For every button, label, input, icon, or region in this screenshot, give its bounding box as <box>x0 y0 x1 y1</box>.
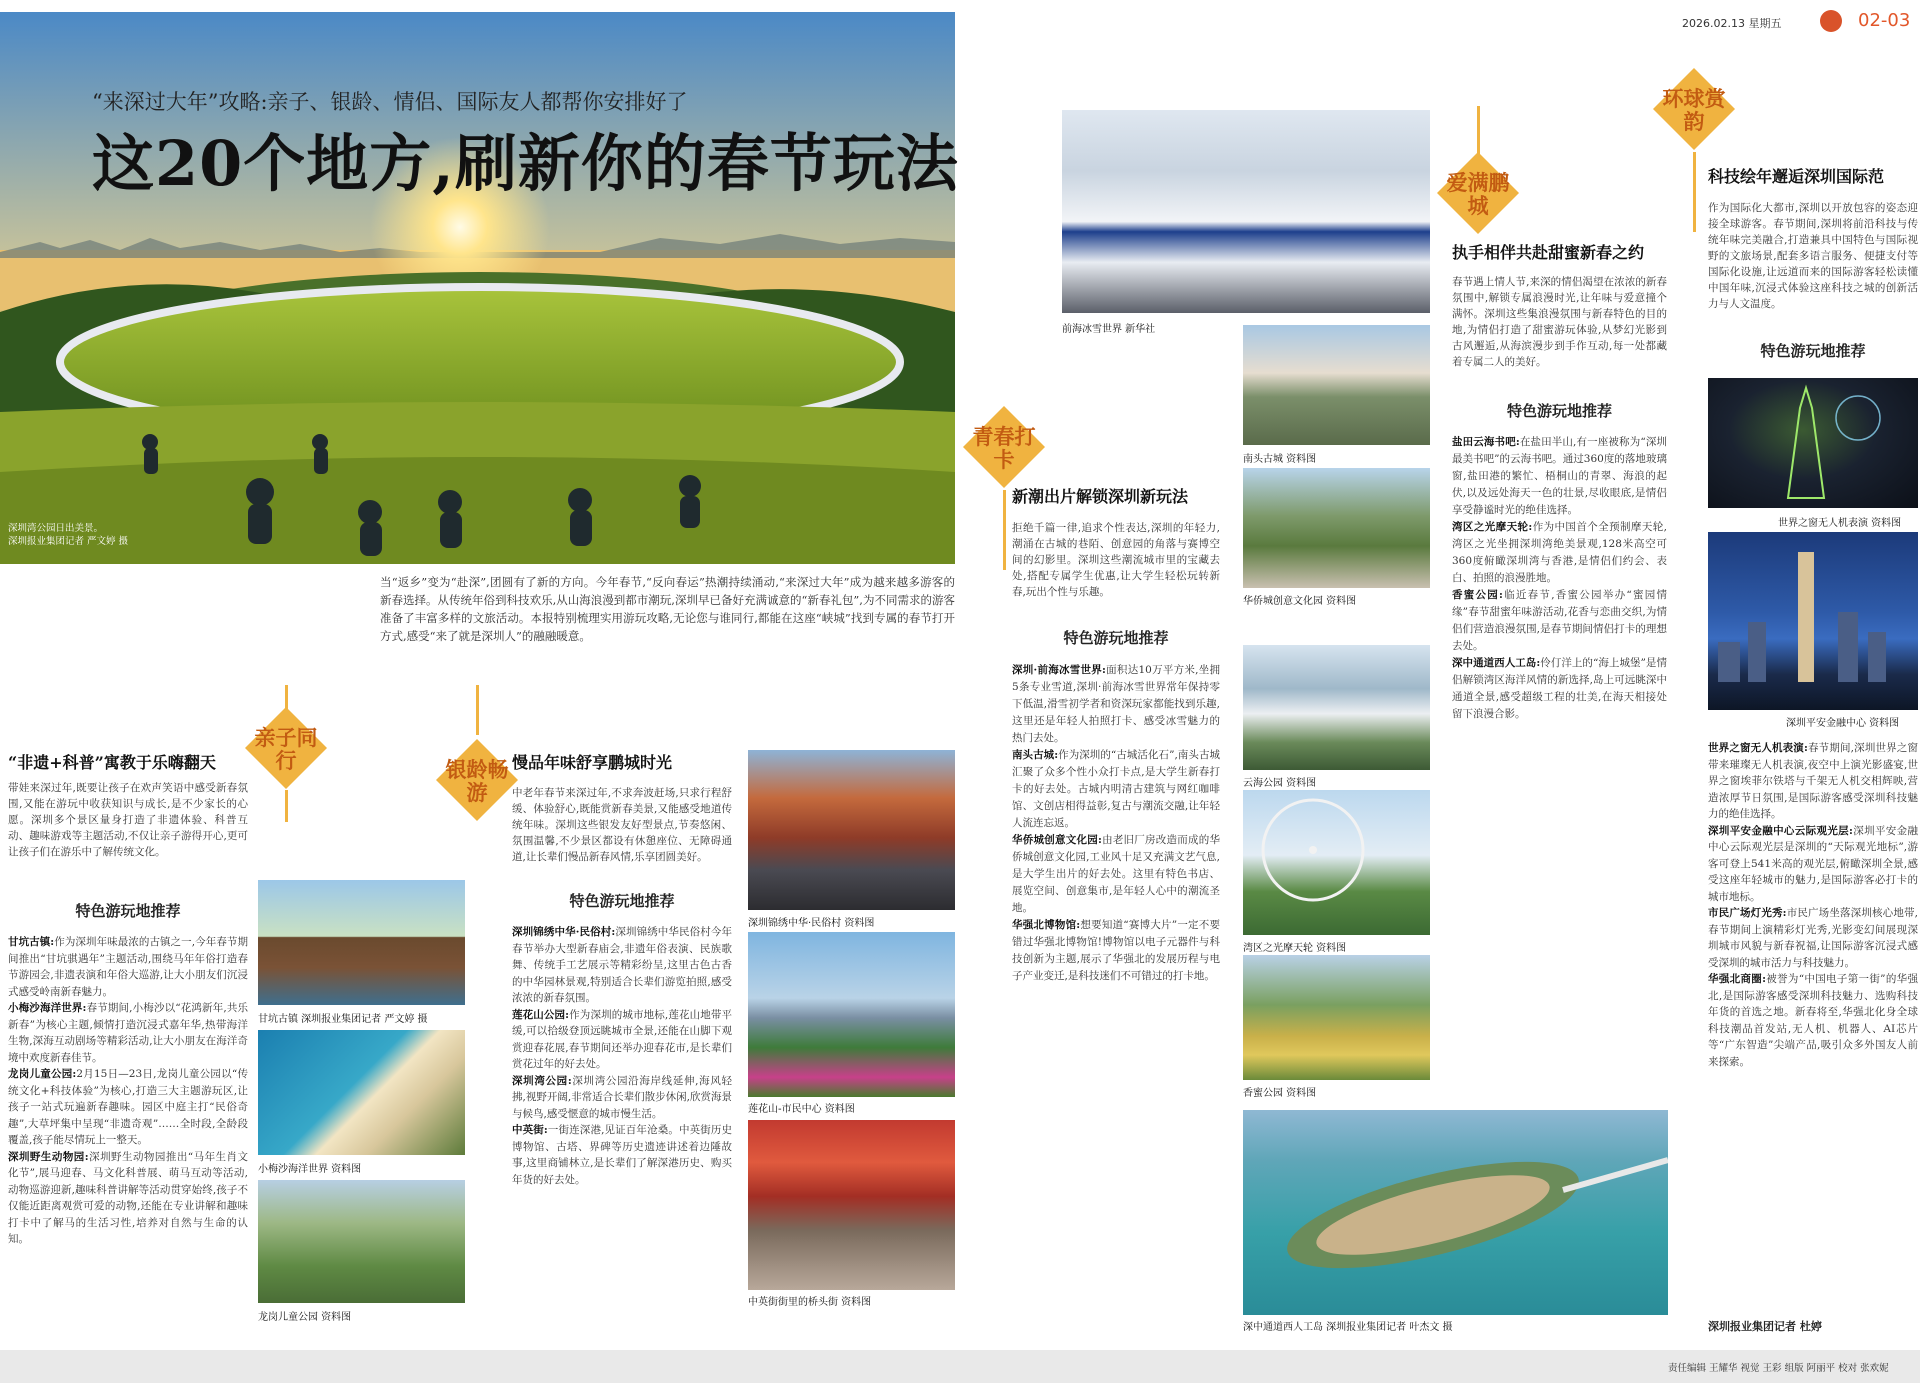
youth-intro: 拒绝千篇一律,追求个性表达,深圳的年轻力,潮涌在古城的巷陌、创意园的角落与赛博空间的幻影里。深圳这些潮流城市里的宝藏去处,搭配专属学生优惠,让大学生轻松玩转新春,玩出个性与乐趣。 <box>1012 522 1220 598</box>
couples-photo-yunhai <box>1243 645 1430 770</box>
couples-photo-island <box>1243 1110 1668 1315</box>
hero-kicker: “来深过大年”攻略:亲子、银龄、情侣、国际友人都帮你安排好了 <box>92 90 688 114</box>
senior-photo-jinxiu <box>748 750 955 910</box>
senior-caption-2: 莲花山-市民中心 资料图 <box>748 1104 855 1115</box>
couples-caption-3: 香蜜公园 资料图 <box>1243 1088 1317 1099</box>
couples-caption-1: 云海公园 资料图 <box>1243 778 1317 789</box>
youth-items <box>1012 662 1220 985</box>
senior-photo-lianhuashan <box>748 932 955 1097</box>
international-item: 华强北商圈:被誉为“中国电子第一街”的华强北,是国际游客感受深圳科技魅力、选购科技年货的首选之地。新春将至,华强北化身全球科技潮品首发站,无人机、机器人、AI芯片等“广东智造”尖端产品,吸引众多外国友人前来探索。 <box>1708 973 1918 1068</box>
couples-item: 盐田云海书吧:在盐田半山,有一座被称为“深圳最美书吧”的云海书吧。通过360度的落地玻璃窗,盐田港的繁忙、梧桐山的青翠、海浪的起伏,以及远处海天一色的壮景,尽收眼底,是情侣享受静谧时光的绝佳选择。 <box>1452 436 1667 516</box>
youth-item: 华强北博物馆:想要知道“赛博大片”一定不要错过华强北博物馆!博物馆以电子元器件与科技创新为主题,展示了华强北的发展历程与电子产业变迁,是科技迷们不可错过的打卡地。 <box>1012 919 1220 982</box>
family-photo-gankeng <box>258 880 465 1005</box>
couples-photo-xiangmi <box>1243 955 1430 1080</box>
couples-tag-line-top <box>1477 106 1480 154</box>
international-item: 世界之窗无人机表演:春节期间,深圳世界之窗带来璀璨无人机表演,夜空中上演光影盛宴,世界之窗埃菲尔铁塔与千架无人机交相辉映,营造浓厚节日氛围,是国际游客感受深圳科技魅力的绝佳选择。 <box>1708 742 1918 820</box>
family-intro: 带娃来深过年,既要让孩子在欢声笑语中感受新春氛围,又能在游玩中收获知识与成长,是不少家长的心愿。深圳多个景区量身打造了非遗体验、科普互动、趣味游戏等主题活动,不仅让亲子游得开心,更可让孩子们在游乐中了解传统文化。 <box>8 782 248 858</box>
couples-item: 湾区之光摩天轮:作为中国首个全预制摩天轮,湾区之光坐拥深圳湾绝美景观,128米高空可360度俯瞰深圳湾与香港,是情侣们约会、表白、拍照的浪漫胜地。 <box>1452 521 1667 584</box>
senior-tag: 银龄畅游 <box>445 757 509 805</box>
international-tag: 环球赏韵 <box>1662 86 1726 134</box>
family-tag: 亲子同行 <box>254 725 318 773</box>
international-photo-pingan <box>1708 532 1918 710</box>
international-caption-2: 深圳平安金融中心 资料图 <box>1786 718 1900 729</box>
youth-caption-1: 前海冰雪世界 新华社 <box>1062 324 1156 335</box>
youth-photo-ice-world <box>1062 110 1430 313</box>
senior-items <box>512 924 732 1188</box>
family-photo-longgang <box>258 1180 465 1303</box>
youth-item: 深圳·前海冰雪世界:面积达10万平方米,坐拥5条专业雪道,深圳·前海冰雪世界常年保持零下低温,滑雪初学者和资深玩家都能找到乐趣,这里还是年轻人拍照打卡、感受冰雪魅力的热门去处。 <box>1012 664 1221 744</box>
couples-item: 深中通道西人工岛:伶仃洋上的“海上城堡”是情侣解锁湾区海洋风情的新选择,岛上可远眺深中通道全景,感受超级工程的壮美,在海天相接处留下浪漫合影。 <box>1452 657 1667 720</box>
couples-tag: 爱满鹏城 <box>1446 170 1510 218</box>
hero-headline: 这20个地方,刷新你的春节玩法 <box>92 127 959 200</box>
ferris-wheel-icon <box>1243 790 1430 935</box>
youth-item: 华侨城创意文化园:由老旧厂房改造而成的华侨城创意文化园,工业风十足又充满文艺气息,是大学生出片的好去处。这里有特色书店、展览空间、创意集市,是年轻人心中的潮流圣地。 <box>1012 834 1220 914</box>
hero-lead: 当“返乡”变为“赴深”,团圆有了新的方向。今年春节,“反向春运”热潮持续涌动,“来深过大年”成为越来越多游客的新春选择。从传统年俗到科技欢乐,从山海浪漫到都市潮玩,深圳早已备好充满诚意的“新春礼包”,为不同需求的游客准备了丰富多样的文旅活动。本报特别梳理实用游玩攻略,无论您与谁同行,都能在这座“峡城”找到专属的春节打开方式,感受“来了就是深圳人”的融融暖意。 <box>380 575 955 643</box>
family-title: “非遗+科普”寓教于乐嗨翻天 <box>8 753 216 772</box>
skyline-icon <box>1708 532 1918 710</box>
eiffel-tower-icon <box>1708 378 1918 508</box>
page-number: 02-03 <box>1858 10 1911 31</box>
youth-caption-2: 南头古城 资料图 <box>1243 454 1317 465</box>
youth-tag: 青春打卡 <box>972 424 1036 472</box>
international-byline: 深圳报业集团记者 杜婷 <box>1708 1320 1822 1333</box>
footer-bar <box>0 1350 1920 1383</box>
international-item: 深圳平安金融中心云际观光层:深圳平安金融中心云际观光层是深圳的“天际观光地标”,游客可登上541米高的观光层,俯瞰深圳全景,感受这座年轻城市的魅力,是国际游客必打卡的城市地标。 <box>1708 824 1918 903</box>
senior-item: 深圳湾公园:深圳湾公园沿海岸线延伸,海风轻拂,视野开阔,非常适合长辈们散步休闲,欣赏海景与候鸟,感受惬意的城市慢生活。 <box>512 1074 733 1120</box>
international-tag-line <box>1693 152 1696 232</box>
youth-tag-line <box>1003 490 1006 570</box>
family-tag-line-bottom <box>285 790 288 822</box>
couples-photo-ferris <box>1243 790 1430 935</box>
newspaper-logo-icon <box>1820 10 1842 32</box>
couples-title: 执手相伴共赴甜蜜新春之约 <box>1452 243 1645 262</box>
footer-credits: 责任编辑 王耀华 视觉 王彩 组版 阿丽平 校对 张欢妮 <box>1668 1363 1889 1374</box>
international-item: 市民广场灯光秀:市民广场坐落深圳核心地带,春节期间上演精彩灯光秀,光影变幻间展现深圳城市风貌与新春祝福,让国际游客沉浸式感受深圳的城市活力与科技魅力。 <box>1708 907 1918 969</box>
family-item: 龙岗儿童公园:2月15日—23日,龙岗儿童公园以“传统文化+科技体验”为核心,打造三大主题游玩区,让孩子一站式玩遍新春趣味。园区中庭主打“民俗奇趣”,大草坪集中呈现“非遗奇观”……全时段,全龄段覆盖,孩子能尽情玩上一整天。 <box>8 1068 248 1146</box>
youth-item: 南头古城:作为深圳的“古城活化石”,南头古城汇聚了众多个性小众打卡点,是大学生新春打卡的好去处。古城内明清古建筑与网红咖啡馆、文创店相得益彰,复古与潮流交融,让年轻人流连忘返。 <box>1012 749 1220 829</box>
family-rec-title: 特色游玩地推荐 <box>75 902 181 920</box>
couples-items <box>1452 434 1667 723</box>
header-date: 2026.02.13 星期五 <box>1682 17 1782 30</box>
family-caption-1: 甘坑古镇 深圳报业集团记者 严文婷 摄 <box>258 1014 428 1025</box>
family-item: 小梅沙海洋世界:春节期间,小梅沙以“花鸿新年,共乐新春”为核心主题,倾情打造沉浸式嘉年华,热带海洋生物,深海互动剧场等精彩活动,让大小朋友在海洋奇境中欢度新春佳节。 <box>8 1002 248 1064</box>
youth-photo-oct <box>1243 468 1430 588</box>
hero-photo-caption: 深圳湾公园日出美景。 深圳报业集团记者 严文婷 摄 <box>8 523 129 547</box>
couples-intro: 春节遇上情人节,来深的情侣渴望在浓浓的新春氛围中,解锁专属浪漫时光,让年味与爱意撞个满怀。深圳这些集浪漫氛围与新春特色的目的地,为情侣打造了甜蜜游玩体验,从梦幻光影到古风邂逅,从海滨漫步到手作互动,每一处都藏着专属二人的美好。 <box>1452 276 1667 368</box>
senior-caption-3: 中英街街里的桥头街 资料图 <box>748 1297 872 1308</box>
couples-rec-title: 特色游玩地推荐 <box>1506 402 1612 420</box>
senior-intro: 中老年春节来深过年,不求奔波赶场,只求行程舒缓、体验舒心,既能赏新春美景,又能感受地道传统年味。深圳这些银发友好型景点,节奏悠闲、氛围温馨,不少景区都设有休憩座位、无障碍通道,让长辈们慢品新春风情,乐享团圆美好。 <box>512 787 732 863</box>
family-caption-3: 龙岗儿童公园 资料图 <box>258 1312 352 1323</box>
youth-photo-nantou <box>1243 325 1430 445</box>
couples-caption-4: 深中通道西人工岛 深圳报业集团记者 叶杰文 摄 <box>1243 1322 1453 1333</box>
senior-rec-title: 特色游玩地推荐 <box>569 892 675 910</box>
family-item: 深圳野生动物园:深圳野生动物园推出“马年生肖文化节”,展马迎春、马文化科普展、萌马互动等活动,动物巡游迎新,趣味科普讲解等活动贯穿始终,孩子不仅能近距离观赏可爱的动物,还能在专业讲解和趣味打卡中了解马的生活习性,培养对自然与生命的认知。 <box>8 1150 248 1245</box>
youth-caption-3: 华侨城创意文化园 资料图 <box>1243 596 1357 607</box>
senior-title: 慢品年味舒享鹏城时光 <box>512 753 673 772</box>
senior-tag-line-top <box>476 685 479 735</box>
family-photo-xiaomeisha <box>258 1030 465 1155</box>
youth-title: 新潮出片解锁深圳新玩法 <box>1012 487 1189 506</box>
family-items <box>8 934 248 1248</box>
international-title: 科技绘年邂逅深圳国际范 <box>1708 167 1885 186</box>
international-caption-1: 世界之窗无人机表演 资料图 <box>1778 518 1902 529</box>
international-items <box>1708 740 1918 1070</box>
couples-item: 香蜜公园:临近春节,香蜜公园举办“蜜园情缘”春节甜蜜年味游活动,花香与恋曲交织,为情侣们营造浪漫氛围,是春节期间情侣打卡的理想去处。 <box>1452 589 1667 652</box>
family-item: 甘坑古镇:作为深圳年味最浓的古镇之一,今年春节期间推出“甘坑骐遇年”主题活动,围绕马年年俗打造春节游园会,非遗表演和年俗大巡游,让大小朋友们沉浸式感受岭南新春魅力。 <box>8 936 248 998</box>
couples-caption-2: 湾区之光摩天轮 资料图 <box>1243 943 1347 954</box>
senior-photo-zhongyingjie <box>748 1120 955 1290</box>
senior-item: 中英街:一街连深港,见证百年沧桑。中英街历史博物馆、古塔、界碑等历史遗迹讲述着边陲故事,这里商铺林立,是长辈们了解深港历史、购买年货的好去处。 <box>512 1124 732 1186</box>
senior-caption-1: 深圳锦绣中华·民俗村 资料图 <box>748 918 875 929</box>
international-rec-title: 特色游玩地推荐 <box>1760 342 1866 360</box>
senior-item: 莲花山公园:作为深圳的城市地标,莲花山地带平缓,可以拾级登顶远眺城市全景,还能在山脚下观赏迎春花展,春节期间还举办迎春花市,是长辈们赏花过年的好去处。 <box>512 1008 732 1070</box>
artificial-island-icon <box>1243 1110 1668 1315</box>
youth-rec-title: 特色游玩地推荐 <box>1063 629 1169 647</box>
senior-item: 深圳锦绣中华·民俗村:深圳锦绣中华民俗村今年春节举办大型新春庙会,非遗年俗表演、民族歌舞、传统手工艺展示等精彩纷呈,这里古色古香的中华园林景观,特别适合长辈们游览拍照,感受浓浓的新春氛围。 <box>512 926 733 1004</box>
international-intro: 作为国际化大都市,深圳以开放包容的姿态迎接全球游客。春节期间,深圳将前沿科技与传统年味完美融合,打造兼具中国特色与国际视野的文旅场景,配套多语言服务、便捷支付等国际化设施,让远道而来的国际游客轻松读懂中国年味,沉浸式体验这座科技之城的创新活力与人文温度。 <box>1708 202 1918 310</box>
family-caption-2: 小梅沙海洋世界 资料图 <box>258 1164 362 1175</box>
international-photo-drone-show <box>1708 378 1918 508</box>
